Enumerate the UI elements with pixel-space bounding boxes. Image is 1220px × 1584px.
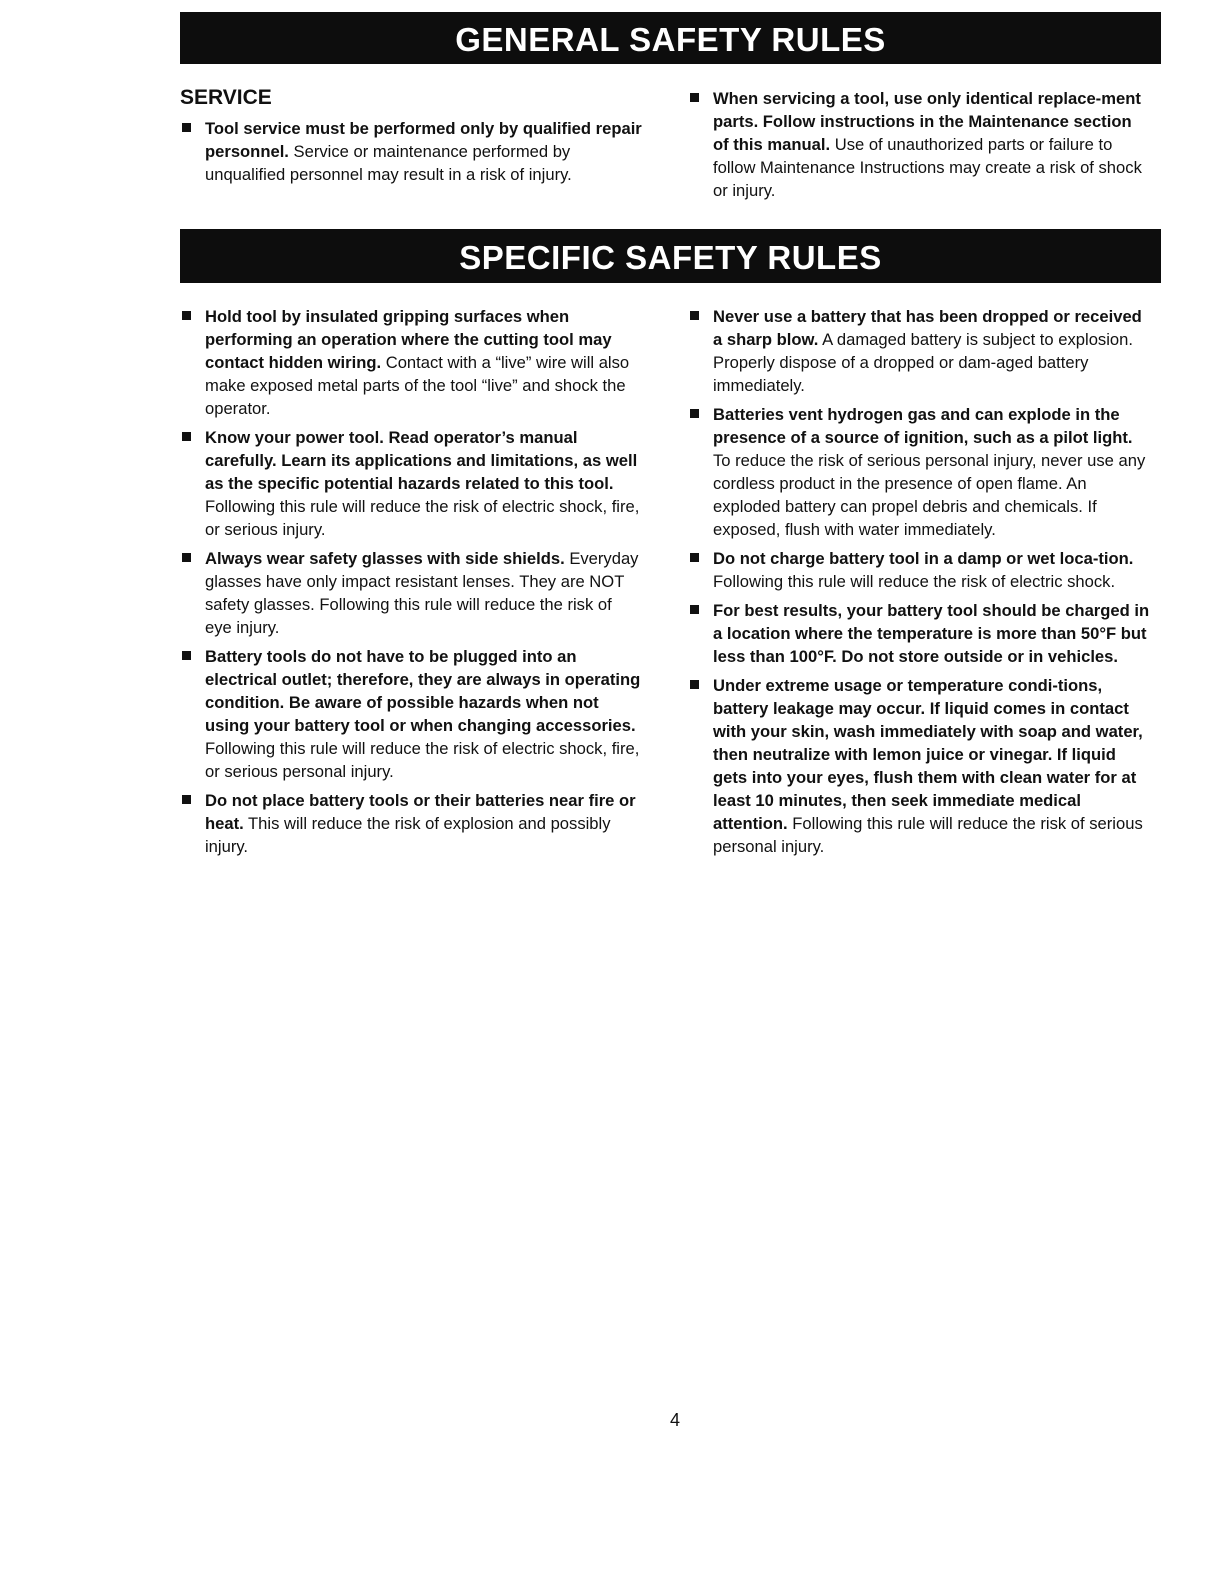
general-left-column bbox=[180, 85, 642, 192]
rule-bold-text: Do not charge battery tool in a damp or wet loca-tion. bbox=[713, 549, 1134, 568]
rule-bold-text: Under extreme usage or temperature condi-tions, battery leakage may occur. If liquid comes in contact with your skin, wash immediately with soap and water, then neutralize with lemon juice or vinegar. If liquid gets into your eyes, flush them with clean water for at least 10 minutes, then seek immediate medical attention. bbox=[713, 676, 1143, 833]
specific-safety-rules-banner: SPECIFIC SAFETY RULES bbox=[180, 229, 1161, 283]
rule-bold-text: Never use a battery that has been dropped or received a sharp blow. bbox=[713, 307, 1142, 349]
rule-body-text: To reduce the risk of serious personal injury, never use any cordless product in the presence of open flame. An exploded battery can propel debris and chemicals. If exposed, flush with water immediately. bbox=[713, 451, 1146, 539]
square-bullet-icon bbox=[182, 651, 191, 660]
square-bullet-icon bbox=[690, 553, 699, 562]
rule-body-text: Following this rule will reduce the risk of serious personal injury. bbox=[713, 814, 1143, 856]
safety-rule-item bbox=[688, 599, 1150, 668]
square-bullet-icon bbox=[690, 93, 699, 102]
rule-body-text: This will reduce the risk of explosion and possibly injury. bbox=[205, 814, 611, 856]
rule-body-text: Use of unauthorized parts or failure to follow Maintenance Instructions may create a risk of shock or injury. bbox=[713, 135, 1142, 200]
safety-rule-item bbox=[688, 547, 1150, 593]
safety-rule-item bbox=[688, 674, 1150, 858]
safety-rule-item bbox=[688, 305, 1150, 397]
page-number: 4 bbox=[669, 1410, 680, 1430]
square-bullet-icon bbox=[182, 432, 191, 441]
rule-body-text: Contact with a “live” wire will also make exposed metal parts of the tool “live” and shock the operator. bbox=[205, 353, 630, 418]
rule-bold-text: Hold tool by insulated gripping surfaces when performing an operation where the cutting tool may contact hidden wiring. bbox=[205, 307, 612, 372]
square-bullet-icon bbox=[182, 311, 191, 320]
safety-rule-item bbox=[180, 426, 642, 541]
rule-list bbox=[688, 305, 1150, 858]
safety-rule-item bbox=[180, 645, 642, 783]
rule-bold-text: Do not place battery tools or their batteries near fire or heat. bbox=[205, 791, 636, 833]
safety-rule-item bbox=[180, 547, 642, 639]
safety-rule-item bbox=[180, 305, 642, 420]
rule-body-text: Service or maintenance performed by unqualified personnel may result in a risk of injury. bbox=[205, 142, 572, 184]
rule-body-text: A damaged battery is subject to explosion. Properly dispose of a dropped or dam-aged battery immediately. bbox=[713, 330, 1133, 395]
square-bullet-icon bbox=[690, 409, 699, 418]
safety-rule-item bbox=[688, 403, 1150, 541]
general-safety-rules-banner: GENERAL SAFETY RULES bbox=[180, 12, 1161, 64]
square-bullet-icon bbox=[690, 605, 699, 614]
safety-rule-item bbox=[688, 87, 1150, 202]
rule-body-text: Following this rule will reduce the risk of electric shock, fire, or serious injury. bbox=[205, 497, 640, 539]
safety-rule-item bbox=[180, 789, 642, 858]
rule-body-text: Everyday glasses have only impact resistant lenses. They are NOT safety glasses. Following this rule will reduce the risk of eye injury. bbox=[205, 549, 639, 637]
rule-body-text: Following this rule will reduce the risk of electric shock, fire, or serious personal injury. bbox=[205, 739, 640, 781]
rule-list bbox=[180, 117, 642, 186]
general-right-column bbox=[688, 87, 1150, 208]
square-bullet-icon bbox=[182, 795, 191, 804]
specific-right-column bbox=[688, 305, 1150, 864]
rule-bold-text: Always wear safety glasses with side shields. bbox=[205, 549, 565, 568]
rule-bold-text: Tool service must be performed only by qualified repair personnel. bbox=[205, 119, 642, 161]
safety-rule-item bbox=[180, 117, 642, 186]
rule-bold-text: Know your power tool. Read operator’s manual carefully. Learn its applications and limitations, as well as the specific potential hazards related to this tool. bbox=[205, 428, 638, 493]
rule-body-text: Following this rule will reduce the risk of electric shock. bbox=[713, 572, 1116, 591]
square-bullet-icon bbox=[690, 311, 699, 320]
rule-list bbox=[180, 305, 642, 858]
square-bullet-icon bbox=[690, 680, 699, 689]
square-bullet-icon bbox=[182, 123, 191, 132]
square-bullet-icon bbox=[182, 553, 191, 562]
specific-left-column bbox=[180, 305, 642, 864]
rule-bold-text: When servicing a tool, use only identical replace-ment parts. Follow instructions in the Maintenance section of this manual. bbox=[713, 89, 1141, 154]
rule-bold-text: Battery tools do not have to be plugged into an electrical outlet; therefore, they are always in operating condition. Be aware of possible hazards when not using your battery tool or when changing accessories. bbox=[205, 647, 641, 735]
rule-bold-text: Batteries vent hydrogen gas and can explode in the presence of a source of ignition, such as a pilot light. bbox=[713, 405, 1133, 447]
service-heading: SERVICE bbox=[180, 86, 272, 109]
rule-bold-text: For best results, your battery tool should be charged in a location where the temperature is more than 50°F but less than 100°F. Do not store outside or in vehicles. bbox=[713, 601, 1150, 666]
rule-list bbox=[688, 87, 1150, 202]
